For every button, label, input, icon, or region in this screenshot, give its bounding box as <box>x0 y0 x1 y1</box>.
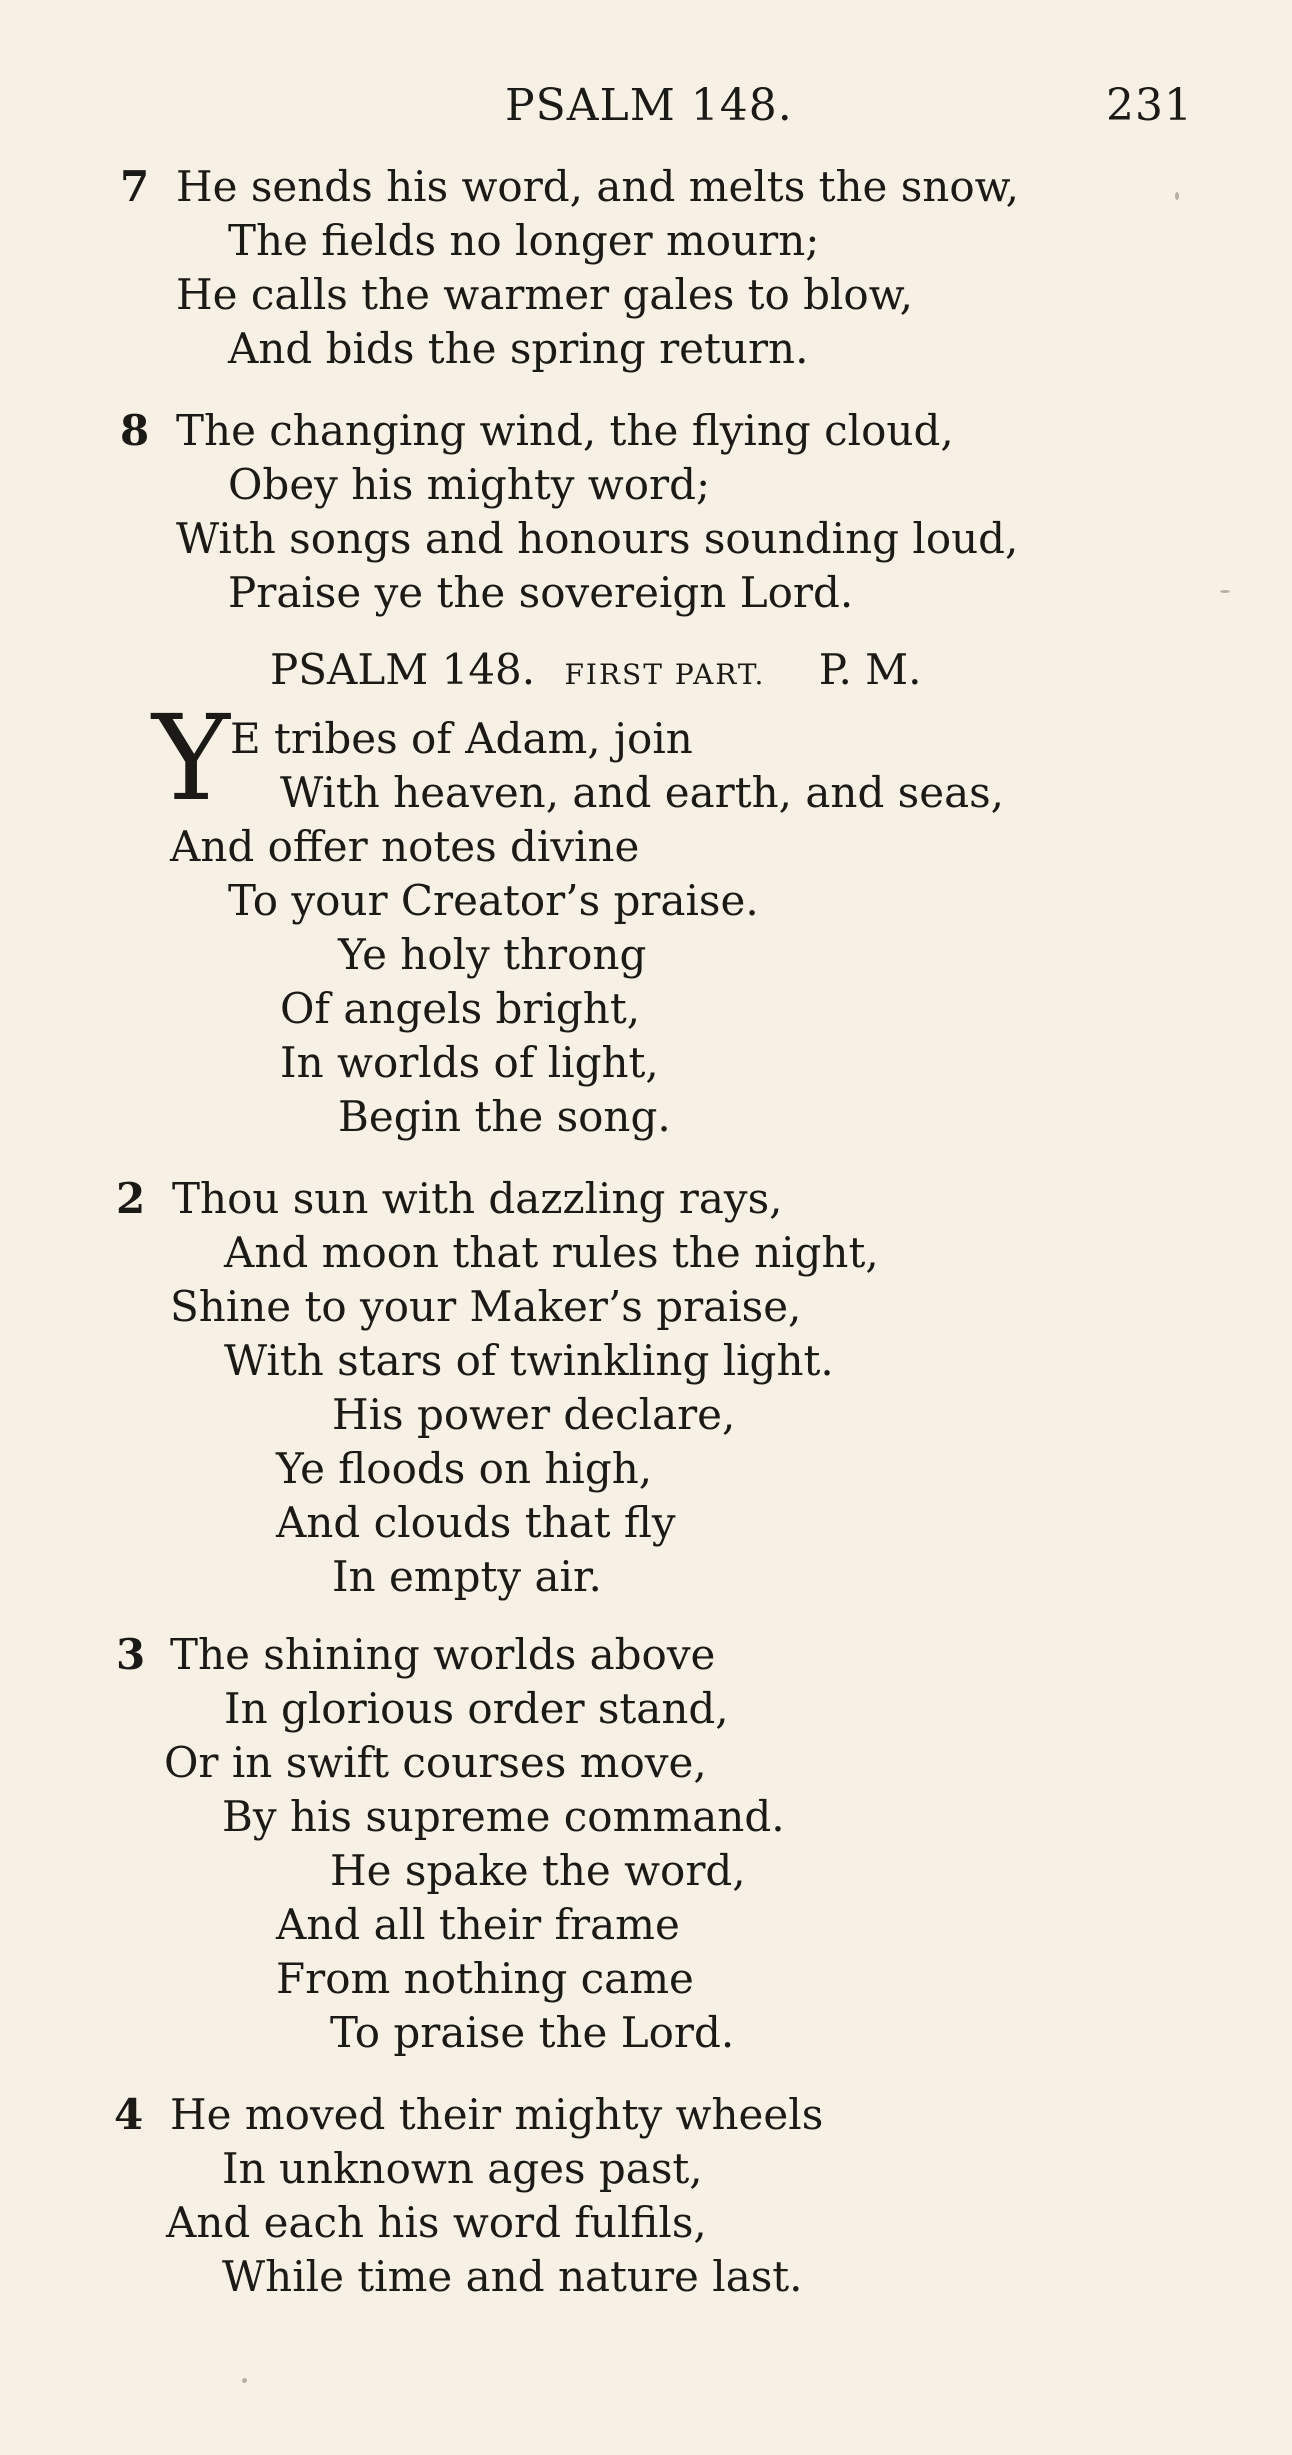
verse-line: He spake the word, <box>330 1846 746 1895</box>
verse-line: From nothing came <box>276 1954 694 2003</box>
verse-line: His power declare, <box>332 1390 736 1439</box>
verse-line: The shining worlds above <box>170 1630 716 1679</box>
verse-line: Or in swift courses move, <box>164 1738 707 1787</box>
verse-line: In glorious order stand, <box>224 1684 729 1733</box>
verse-line: Ye floods on high, <box>276 1444 653 1493</box>
verse-line: While time and nature last. <box>222 2252 803 2301</box>
paper-speck <box>1220 590 1230 593</box>
verse-line: And clouds that fly <box>276 1498 676 1547</box>
stanza-number: 2 <box>116 1174 146 1223</box>
running-head-title: PSALM 148. <box>505 80 793 131</box>
paper-speck <box>242 2378 247 2383</box>
section-heading-part: FIRST PART. <box>564 658 766 691</box>
verse-line: And moon that rules the night, <box>224 1228 879 1277</box>
verse-line: And all their frame <box>276 1900 680 1949</box>
stanza-number: 7 <box>120 162 150 211</box>
section-heading-title: PSALM 148. <box>270 645 536 694</box>
verse-line: He calls the warmer gales to blow, <box>176 270 914 319</box>
verse-line: He sends his word, and melts the snow, <box>176 162 1019 211</box>
stanza-number: 3 <box>116 1630 146 1679</box>
verse-line: And bids the spring return. <box>228 324 809 373</box>
drop-cap: Y <box>152 689 230 827</box>
verse-line: Thou sun with dazzling rays, <box>172 1174 783 1223</box>
verse-line: E tribes of Adam, join <box>230 714 693 763</box>
verse-line: The changing wind, the flying cloud, <box>176 406 954 455</box>
verse-line: And offer notes divine <box>170 822 640 871</box>
paper-speck <box>1175 192 1179 200</box>
section-heading-meter: P. M. <box>818 645 922 694</box>
verse-line: In worlds of light, <box>280 1038 659 1087</box>
verse-line: He moved their mighty wheels <box>170 2090 824 2139</box>
verse-line: In unknown ages past, <box>222 2144 703 2193</box>
verse-line: And each his word fulfils, <box>166 2198 707 2247</box>
section-heading <box>270 645 922 700</box>
verse-line: By his supreme command. <box>222 1792 785 1841</box>
verse-line: To your Creator’s praise. <box>228 876 759 925</box>
verse-line: With heaven, and earth, and seas, <box>280 768 1005 817</box>
verse-line: The fields no longer mourn; <box>228 216 820 265</box>
verse-line: To praise the Lord. <box>330 2008 735 2057</box>
verse-line: Ye holy throng <box>338 930 647 979</box>
verse-line: In empty air. <box>332 1552 602 1601</box>
stanza-number: 8 <box>120 406 150 455</box>
verse-line: Of angels bright, <box>280 984 641 1033</box>
verse-line: With songs and honours sounding loud, <box>176 514 1019 563</box>
verse-line: With stars of twinkling light. <box>224 1336 834 1385</box>
stanza-number: 4 <box>114 2090 144 2139</box>
page-number: 231 <box>1106 80 1193 131</box>
verse-line: Shine to your Maker’s praise, <box>170 1282 802 1331</box>
verse-line: Praise ye the sovereign Lord. <box>228 568 854 617</box>
verse-line: Obey his mighty word; <box>228 460 711 509</box>
verse-line: Begin the song. <box>338 1092 671 1141</box>
